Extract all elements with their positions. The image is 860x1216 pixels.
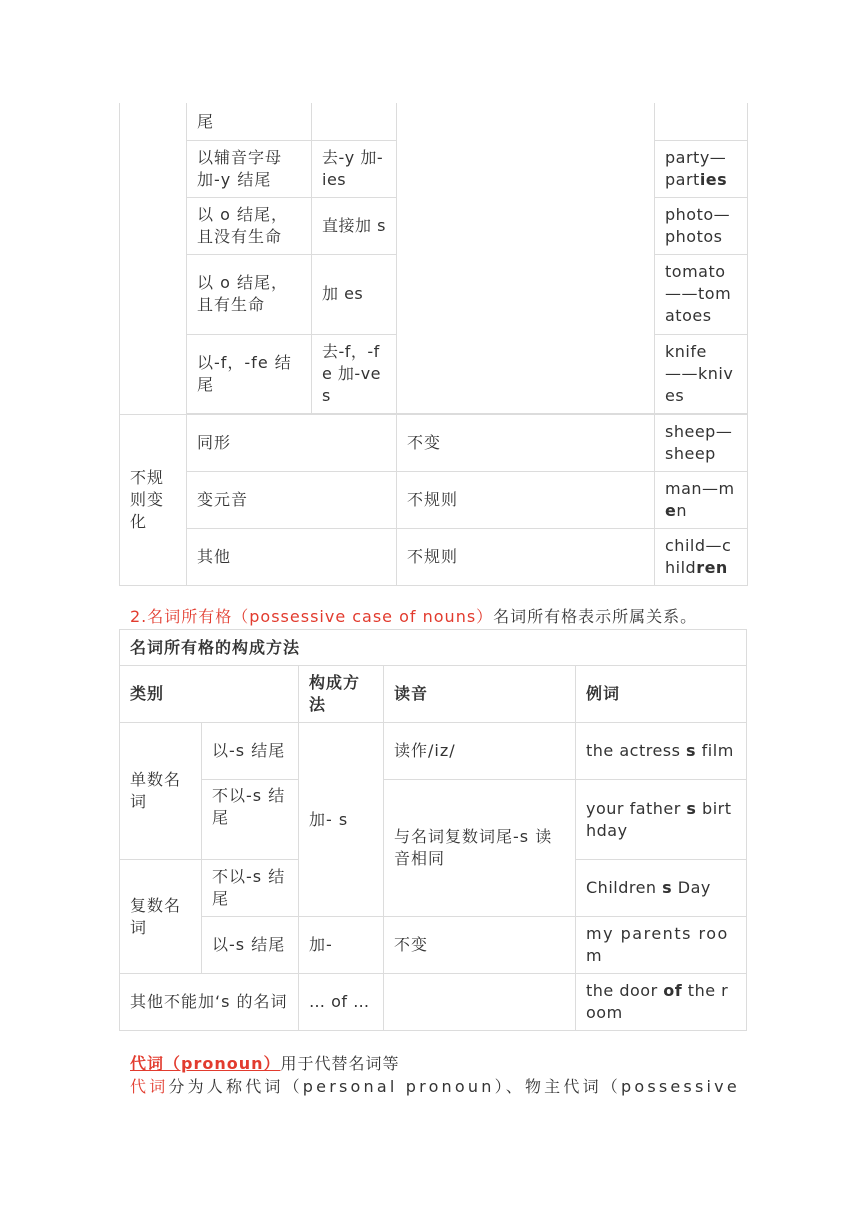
rule-cell: 变元音 bbox=[187, 471, 397, 528]
category-cell: 单数名词 bbox=[120, 723, 202, 860]
category-cell: 不规则变化 bbox=[120, 414, 187, 585]
pronunciation-cell bbox=[384, 974, 576, 1031]
pronunciation-cell: 与名词复数词尾-s 读音相同 bbox=[384, 780, 576, 917]
example-cell bbox=[655, 103, 748, 140]
plural-table bbox=[119, 103, 748, 586]
rule-cell: 其他不能加‘s 的名词 bbox=[120, 974, 299, 1031]
table-row bbox=[120, 723, 747, 780]
example-cell: child—c hildren bbox=[655, 528, 748, 585]
rule-cell: 不以-s 结尾 bbox=[202, 860, 299, 917]
method-cell: 不变 bbox=[397, 414, 655, 471]
section-heading-possessive bbox=[130, 606, 697, 628]
table-row bbox=[120, 780, 747, 860]
method-cell bbox=[312, 103, 397, 140]
method-cell: 直接加 s bbox=[312, 197, 397, 254]
column-header: 构成方法 bbox=[299, 666, 384, 723]
table-row bbox=[120, 917, 747, 974]
rule-cell: 以-s 结尾 bbox=[202, 723, 299, 780]
pronoun-line bbox=[130, 1076, 740, 1098]
method-cell: 加 es bbox=[312, 254, 397, 334]
method-cell: 去-f，-fe 加-ves bbox=[312, 334, 397, 413]
category-cell: 复数名词 bbox=[120, 860, 202, 974]
example-cell: the actress s film bbox=[576, 723, 747, 780]
column-header: 例词 bbox=[576, 666, 747, 723]
method-cell: … of … bbox=[299, 974, 384, 1031]
table-row bbox=[120, 630, 747, 666]
method-cell: 去-y 加-ies bbox=[312, 140, 397, 197]
table-header-row bbox=[120, 666, 747, 723]
rule-cell: 以-s 结尾 bbox=[202, 917, 299, 974]
table-row bbox=[120, 414, 748, 471]
rule-cell: 以-f，-fe 结尾 bbox=[187, 334, 312, 413]
pronoun-heading bbox=[130, 1053, 400, 1075]
method-cell: 加- s bbox=[299, 723, 384, 917]
example-cell: Children s Day bbox=[576, 860, 747, 917]
possessive-table bbox=[119, 629, 747, 1031]
pronoun-line-text: 分为人称代词（personal pronoun）、物主代词（possessive bbox=[168, 1077, 740, 1096]
rule-cell: 以辅音字母加-y 结尾 bbox=[187, 140, 312, 197]
rule-cell: 以 o 结尾，且没有生命 bbox=[187, 197, 312, 254]
example-cell: photo—photos bbox=[655, 197, 748, 254]
example-cell: tomato——tomatoes bbox=[655, 254, 748, 334]
rule-cell: 不以-s 结尾 bbox=[202, 780, 299, 860]
pronoun-description: 用于代替名词等 bbox=[280, 1054, 400, 1073]
column-header: 类别 bbox=[120, 666, 299, 723]
pronoun-title: 代词（pronoun） bbox=[130, 1054, 281, 1073]
heading-title: 2.名词所有格（possessive case of nouns） bbox=[130, 607, 494, 626]
method-cell: 加- bbox=[299, 917, 384, 974]
table-row bbox=[120, 528, 748, 585]
rule-cell: 尾 bbox=[187, 103, 312, 140]
example-cell: man—m en bbox=[655, 471, 748, 528]
pronoun-keyword: 代词 bbox=[130, 1077, 169, 1096]
pronunciation-cell: 读作/iz/ bbox=[384, 723, 576, 780]
column-header: 读音 bbox=[384, 666, 576, 723]
example-cell: sheep—sheep bbox=[655, 414, 748, 471]
heading-description: 名词所有格表示所属关系。 bbox=[493, 607, 698, 626]
rule-cell: 以 o 结尾，且有生命 bbox=[187, 254, 312, 334]
rule-cell: 同形 bbox=[187, 414, 397, 471]
pronunciation-cell: 不变 bbox=[384, 917, 576, 974]
pronunciation-cell bbox=[397, 103, 655, 413]
example-cell: your father s birthday bbox=[576, 780, 747, 860]
method-cell: 不规则 bbox=[397, 471, 655, 528]
example-cell: party— parties bbox=[655, 140, 748, 197]
table-row bbox=[120, 103, 748, 140]
table-title: 名词所有格的构成方法 bbox=[120, 630, 747, 666]
example-cell: the door of the room bbox=[576, 974, 747, 1031]
table-row bbox=[120, 471, 748, 528]
table-row bbox=[120, 974, 747, 1031]
example-cell: my parents room bbox=[576, 917, 747, 974]
category-cell-regular bbox=[120, 103, 187, 414]
example-cell: knife——knives bbox=[655, 334, 748, 413]
rule-cell: 其他 bbox=[187, 528, 397, 585]
method-cell: 不规则 bbox=[397, 528, 655, 585]
